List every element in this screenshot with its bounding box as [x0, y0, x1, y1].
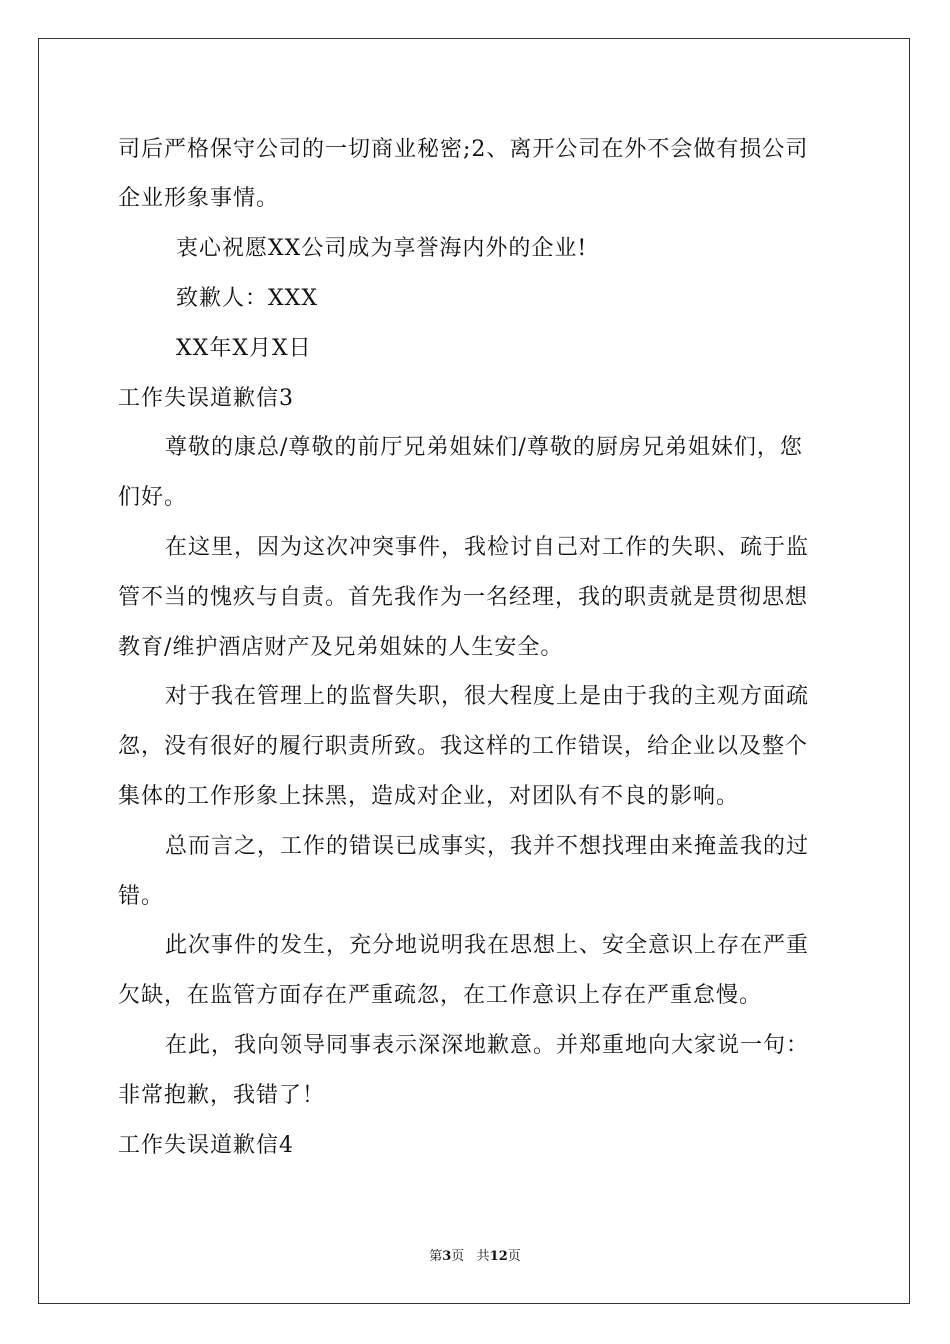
text-line: 集体的工作形象上抹黑，造成对企业，对团队有不良的影响。: [118, 784, 740, 809]
text-line: 总而言之，工作的错误已成事实，我并不想找理由来掩盖我的过: [165, 834, 810, 859]
text-line: 在此，我向领导同事表示深深地歉意。并郑重地向大家说一句：: [165, 1033, 810, 1058]
section-heading: 工作失误道歉信4: [118, 1133, 294, 1158]
total-label-prefix: 共: [476, 1249, 490, 1264]
section-heading: 工作失误道歉信3: [118, 386, 294, 411]
page-number: 3: [442, 1249, 452, 1264]
page-label-prefix: 第: [429, 1249, 443, 1264]
date-line: XX年X月X日: [176, 336, 312, 361]
text-line: 非常抱歉，我错了！: [118, 1083, 326, 1108]
text-line: 在这里，因为这次冲突事件，我检讨自己对工作的失职、疏于监: [165, 535, 810, 560]
total-pages: 12: [489, 1249, 508, 1264]
text-line: 忽，没有很好的履行职责所致。我这样的工作错误，给企业以及整个: [118, 734, 809, 759]
text-line: 欠缺，在监管方面存在严重疏忽，在工作意识上存在严重怠慢。: [118, 983, 763, 1008]
text-line: 企业形象事情。: [118, 186, 280, 211]
text-line: 对于我在管理上的监督失职，很大程度上是由于我的主观方面疏: [165, 684, 810, 709]
text-line: 司后严格保守公司的一切商业秘密;2、离开公司在外不会做有损公司: [118, 137, 809, 162]
text-line: 们好。: [118, 485, 188, 510]
page-label-suffix: 页: [451, 1249, 465, 1264]
page-border: [38, 38, 910, 1304]
text-line: 管不当的愧疚与自责。首先我作为一名经理，我的职责就是贯彻思想: [118, 585, 809, 610]
text-line: 错。: [118, 884, 165, 909]
total-label-suffix: 页: [507, 1249, 521, 1264]
text-line: 衷心祝愿XX公司成为享誉海内外的企业!: [176, 236, 588, 261]
page-footer: [0, 1248, 950, 1266]
text-line: 教育/维护酒店财产及兄弟姐妹的人生安全。: [118, 635, 564, 660]
text-line: 此次事件的发生，充分地说明我在思想上、安全意识上存在严重: [165, 933, 810, 958]
text-line: 尊敬的康总/尊敬的前厅兄弟姐妹们/尊敬的厨房兄弟姐妹们，您: [165, 435, 803, 460]
signature-line: 致歉人：XXX: [176, 286, 318, 311]
